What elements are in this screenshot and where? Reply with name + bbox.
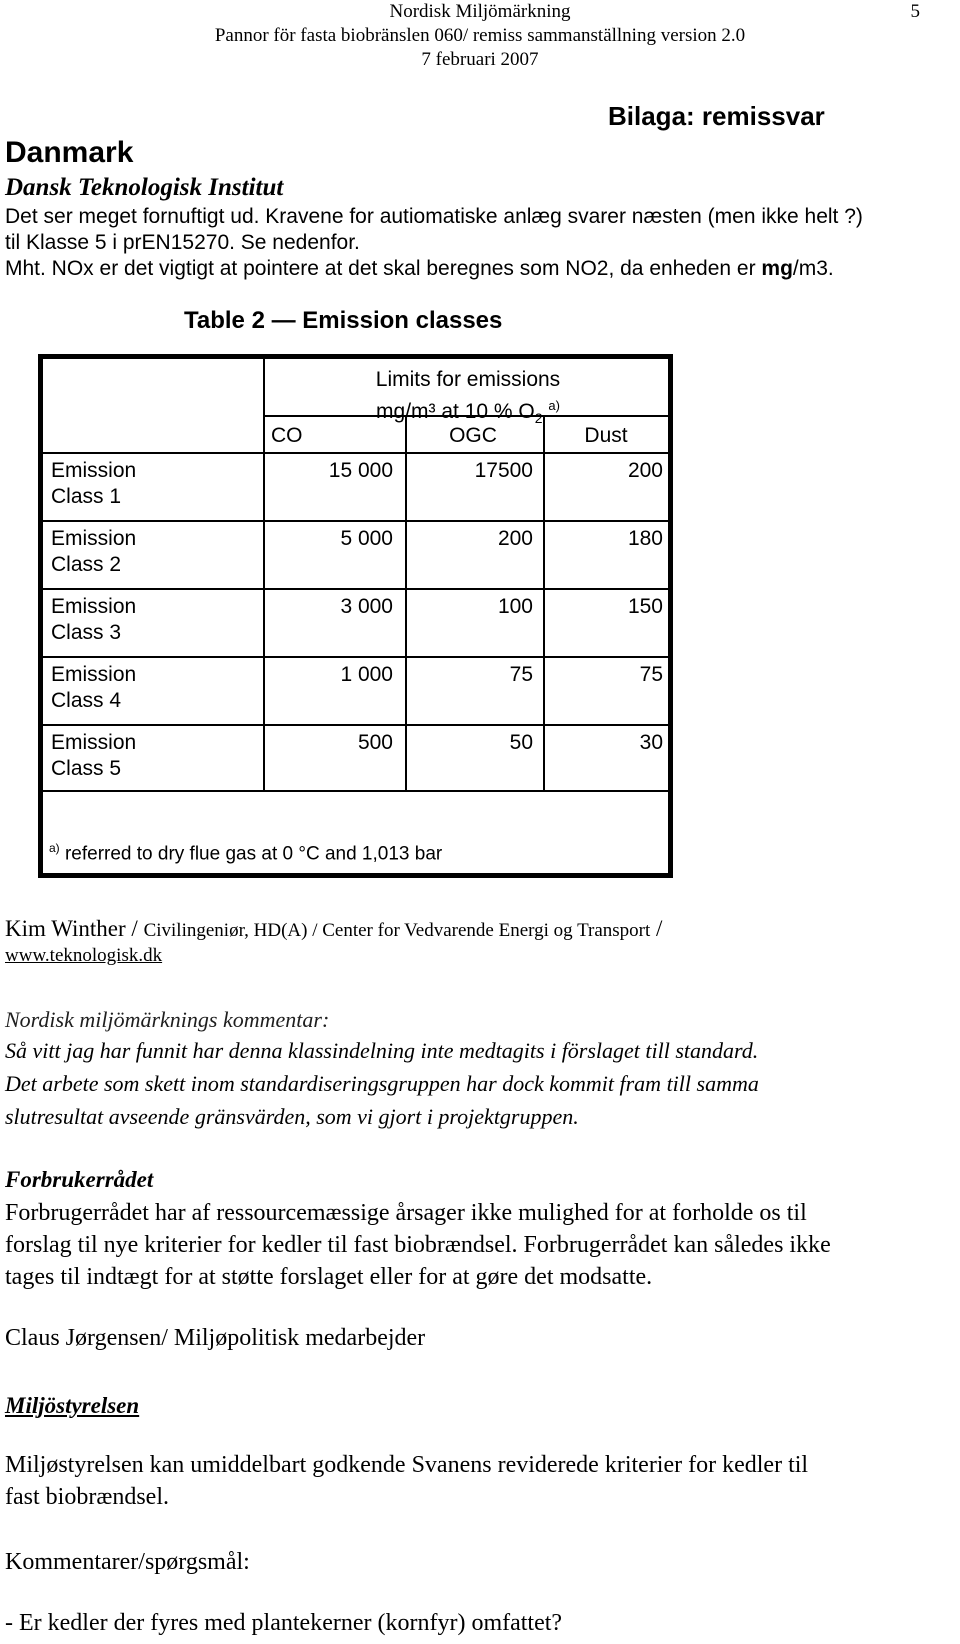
column-header-dust: Dust — [584, 424, 628, 447]
limits-sub: 2 — [534, 410, 543, 427]
forbrukerradet-line-2: forslag til nye kriterier for kedler til fast biobrændsel. Forbrugerrådet kan således ikke — [5, 1232, 831, 1258]
section-heading-danmark: Danmark — [5, 136, 134, 169]
cell-ogc: 100 — [497, 595, 533, 618]
cell-ogc: 50 — [509, 731, 533, 754]
footnote-text: referred to dry flue gas at 0 °C and 1,013 bar — [64, 843, 443, 865]
dti-unit-bold: mg — [761, 257, 793, 280]
cell-co: 5 000 — [340, 527, 393, 550]
row-label-line1: Emission — [51, 527, 137, 550]
cell-co: 1 000 — [340, 663, 393, 686]
cell-co: 3 000 — [340, 595, 393, 618]
nm-comment-heading: Nordisk miljömärknings kommentar: — [5, 1007, 330, 1032]
limits-sup: a) — [548, 398, 560, 413]
header-org: Nordisk Miljömärkning — [389, 1, 571, 22]
dti-line-1: Det ser meget fornuftigt ud. Kravene for autiomatiske anlæg svarer næsten (men ikke helt ?) — [5, 205, 863, 228]
table-divider-h2 — [43, 520, 673, 522]
miljostyrelsen-heading: Miljöstyrelsen — [5, 1393, 140, 1418]
cell-dust: 150 — [627, 595, 663, 618]
forbrukerradet-line-1: Forbrugerrådet har af ressourcemæssige årsager ikke mulighed for at forholde os til — [5, 1200, 807, 1226]
row-label-line1: Emission — [51, 595, 137, 618]
dti-line-3-text: Mht. NOx er det vigtigt at pointere at det skal beregnes som NO2, da enheden er — [5, 257, 762, 280]
institute-name: Dansk Teknologisk Institut — [5, 174, 284, 201]
comments-heading: Kommentarer/spørgsmål: — [5, 1549, 250, 1575]
dti-line-2: til Klasse 5 i prEN15270. Se nedenfor. — [5, 231, 360, 254]
column-header-ogc: OGC — [449, 424, 497, 447]
limits-unit: mg/m³ at 10 % O — [376, 400, 535, 423]
page-number: 5 — [910, 1, 920, 22]
cell-co: 500 — [357, 731, 393, 754]
forbrukerradet-heading: Forbrukerrådet — [5, 1167, 154, 1192]
table-divider-h6 — [43, 790, 673, 792]
cell-dust: 30 — [639, 731, 663, 754]
footnote-sup: a) — [49, 841, 60, 855]
appendix-title: Bilaga: remissvar — [608, 101, 825, 131]
header-subtitle: Pannor för fasta biobränslen 060/ remiss sammanställning version 2.0 — [214, 25, 746, 46]
dti-line-3 — [5, 256, 834, 282]
cell-dust: 75 — [639, 663, 663, 686]
signature-name: Kim Winther / — [5, 916, 144, 941]
row-label-line2: Class 1 — [51, 485, 122, 508]
table-divider-h4 — [43, 656, 673, 658]
row-label-line2: Class 3 — [51, 621, 122, 644]
limits-header-line1: Limits for emissions — [375, 368, 561, 391]
row-label-line2: Class 2 — [51, 553, 122, 576]
table-title: Table 2 — Emission classes — [184, 307, 503, 334]
nm-comment-line-3: slutresultat avseende gränsvärden, som vi gjort i projektgruppen. — [5, 1104, 579, 1129]
emission-classes-table — [38, 354, 673, 878]
row-label-line1: Emission — [51, 663, 137, 686]
table-divider-h3 — [43, 588, 673, 590]
cell-ogc: 17500 — [474, 459, 533, 482]
forbrukerradet-line-3: tages til indtægt for at støtte forslaget eller for at gøre det modsatte. — [5, 1264, 653, 1290]
nm-comment-line-1: Så vitt jag har funnit har denna klassindelning inte medtagits i förslaget till standard. — [5, 1038, 759, 1063]
signature-line — [5, 915, 662, 945]
cell-dust: 180 — [627, 527, 663, 550]
dti-unit-rest: /m3. — [792, 257, 834, 280]
table-divider-h1 — [43, 452, 673, 454]
website-link[interactable]: www.teknologisk.dk — [5, 945, 163, 966]
column-header-co: CO — [271, 424, 303, 447]
row-label-line2: Class 4 — [51, 689, 122, 712]
miljostyrelsen-line-1: Miljøstyrelsen kan umiddelbart godkende Svanens reviderede kriterier for kedler til — [5, 1452, 809, 1478]
nm-comment-line-2: Det arbete som skett inom standardiseringsgruppen har dock kommit fram till samma — [5, 1071, 759, 1096]
forbrukerradet-signature: Claus Jørgensen/ Miljøpolitisk medarbejder — [5, 1325, 426, 1351]
cell-ogc: 200 — [497, 527, 533, 550]
signature-title: Civilingeniør, HD(A) / Center for Vedvarende Energi og Transport — [143, 920, 651, 941]
cell-ogc: 75 — [509, 663, 533, 686]
table-footnote — [49, 835, 442, 867]
row-label-line2: Class 5 — [51, 757, 122, 780]
question-item: - Er kedler der fyres med plantekerner (kornfyr) omfattet? — [5, 1610, 563, 1636]
row-label-line1: Emission — [51, 459, 137, 482]
cell-dust: 200 — [627, 459, 663, 482]
cell-co: 15 000 — [328, 459, 393, 482]
signature-slash: / — [650, 916, 663, 941]
header-date: 7 februari 2007 — [421, 49, 539, 70]
row-label-line1: Emission — [51, 731, 137, 754]
table-divider-h5 — [43, 724, 673, 726]
miljostyrelsen-line-2: fast biobrændsel. — [5, 1484, 169, 1510]
